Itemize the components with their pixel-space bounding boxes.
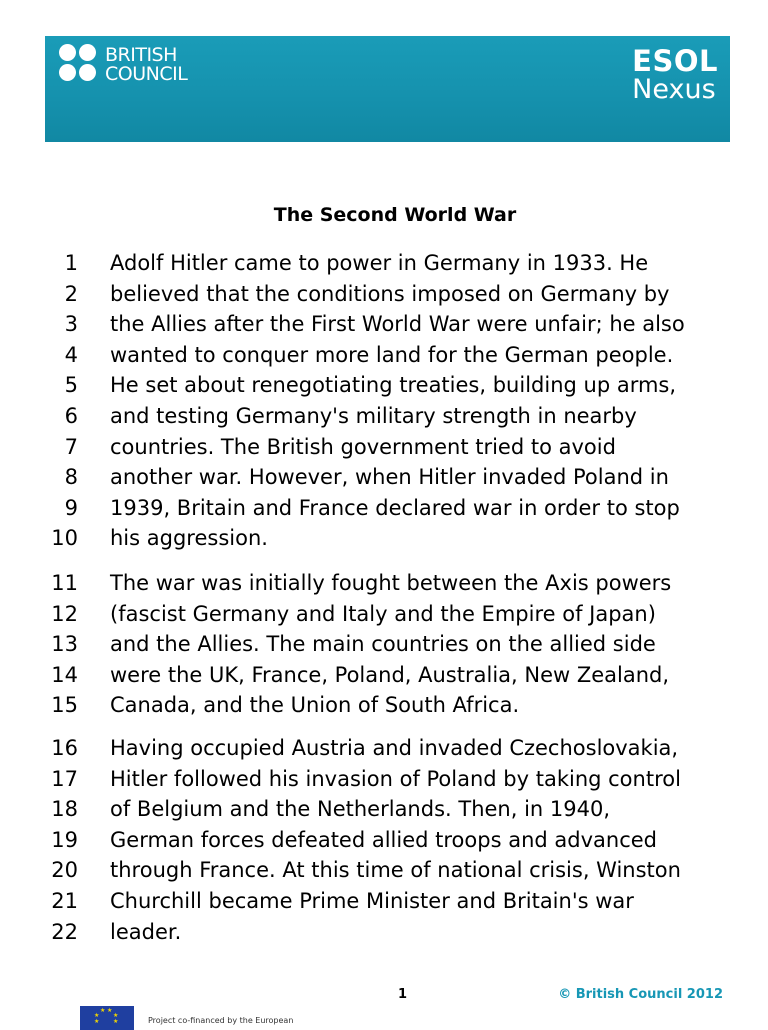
eu-cofinance-note: Project co-financed by the European xyxy=(148,1016,294,1025)
line-text: the Allies after the First World War were unfair; he also xyxy=(110,312,685,337)
esol-label: ESOL xyxy=(632,44,718,78)
line-text: wanted to conquer more land for the German people. xyxy=(110,342,674,367)
line-number: 6 xyxy=(64,404,78,428)
line-number: 3 xyxy=(64,312,78,337)
line-text: Having occupied Austria and invaded Czechoslovakia, xyxy=(110,736,679,760)
line-text: Canada, and the Union of South Africa. xyxy=(110,693,520,718)
copyright-notice: © British Council 2012 xyxy=(558,987,723,1002)
british-council-logo xyxy=(59,44,187,86)
line-number: 7 xyxy=(64,434,78,459)
line-text: were the UK, France, Poland, Australia, New Zealand, xyxy=(110,662,670,687)
eu-flag-icon: ★ ★ ★ ★ ★ ★ xyxy=(80,1006,134,1030)
document-title: The Second World War xyxy=(273,204,517,226)
line-number: 14 xyxy=(51,662,78,687)
nexus-label: Nexus xyxy=(632,74,716,105)
line-text: another war. However, when Hitler invaded Poland in xyxy=(110,465,669,490)
line-number: 19 xyxy=(51,827,78,852)
esol-nexus-logo xyxy=(632,46,718,104)
line-number: 12 xyxy=(51,601,78,626)
brand-line-1: BRITISH xyxy=(105,44,177,66)
british-council-dots-icon xyxy=(59,44,101,86)
line-text: believed that the conditions imposed on Germany by xyxy=(110,281,670,306)
line-text: of Belgium and the Netherlands. Then, in 1940, xyxy=(110,797,611,822)
line-text: (fascist Germany and Italy and the Empire of Japan) xyxy=(110,601,656,626)
line-number: 8 xyxy=(64,465,78,490)
line-text: leader. xyxy=(110,919,182,944)
line-number: 17 xyxy=(51,766,78,791)
brand-line-2: COUNCIL xyxy=(105,63,188,85)
line-number: 10 xyxy=(51,526,78,551)
line-text: Churchill became Prime Minister and Britain's war xyxy=(110,889,634,913)
line-number: 22 xyxy=(51,919,78,944)
line-text: and testing Germany's military strength in nearby xyxy=(110,404,637,428)
line-text: The war was initially fought between the Axis powers xyxy=(110,571,672,595)
line-number: 11 xyxy=(51,571,78,595)
line-number: 1 xyxy=(64,251,78,275)
line-text: He set about renegotiating treaties, building up arms, xyxy=(110,373,677,398)
line-number: 21 xyxy=(51,889,78,913)
line-text: 1939, Britain and France declared war in order to stop xyxy=(110,495,680,520)
line-text: countries. The British government tried to avoid xyxy=(110,434,616,459)
header-banner xyxy=(45,36,730,142)
line-number: 16 xyxy=(51,736,78,760)
line-number: 4 xyxy=(64,342,78,367)
line-number: 9 xyxy=(64,495,78,520)
line-number: 20 xyxy=(51,858,78,883)
line-text: through France. At this time of national crisis, Winston xyxy=(110,858,681,883)
line-text: his aggression. xyxy=(110,526,268,551)
line-number: 15 xyxy=(51,693,78,718)
line-text: and the Allies. The main countries on the allied side xyxy=(110,632,656,657)
line-text: Hitler followed his invasion of Poland by taking control xyxy=(110,766,681,791)
line-number: 5 xyxy=(64,373,78,398)
line-number: 2 xyxy=(64,281,78,306)
page-number: 1 xyxy=(398,987,408,1002)
line-number: 13 xyxy=(51,632,78,657)
line-text: Adolf Hitler came to power in Germany in 1933. He xyxy=(110,251,649,275)
line-number: 18 xyxy=(51,797,78,822)
line-text: German forces defeated allied troops and advanced xyxy=(110,827,657,852)
